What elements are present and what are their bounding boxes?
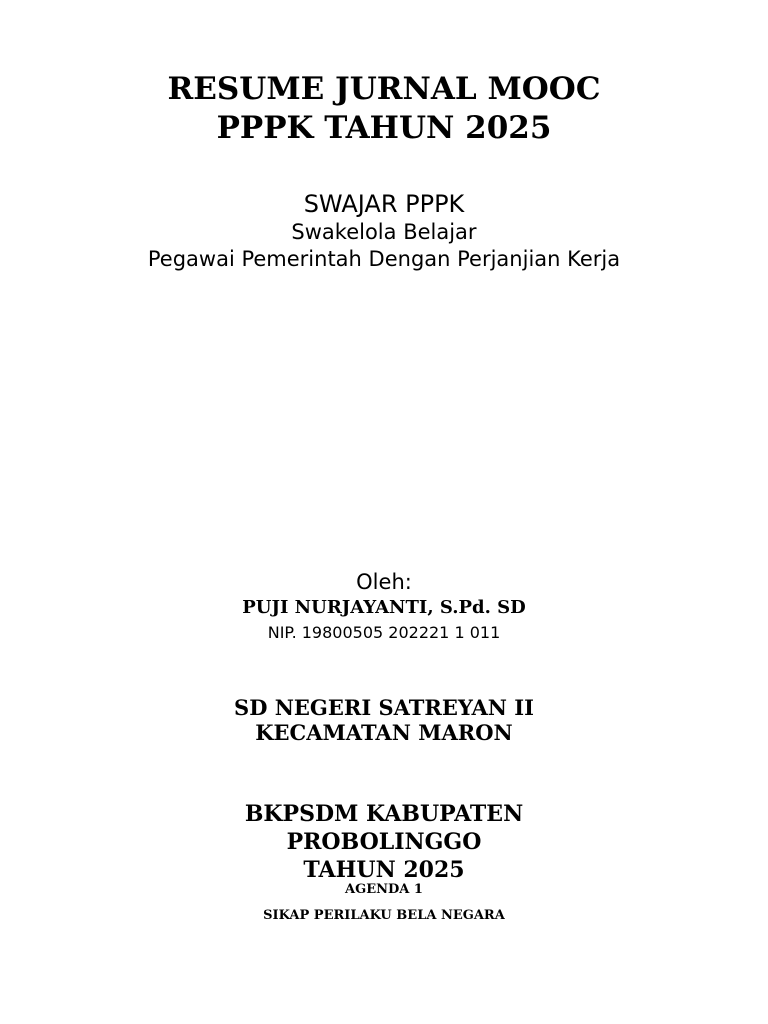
subtitle-line-2: Pegawai Pemerintah Dengan Perjanjian Kerja <box>147 247 621 271</box>
agency-line-1: BKPSDM KABUPATEN <box>244 801 524 827</box>
agenda-label: AGENDA 1 <box>345 882 423 897</box>
author-name: PUJI NURJAYANTI, S.Pd. SD <box>242 597 526 618</box>
agency-line-2: PROBOLINGGO <box>286 829 482 855</box>
document-title-line-2: PPPK TAHUN 2025 <box>216 110 552 146</box>
subtitle-main: SWAJAR PPPK <box>303 190 465 218</box>
author-nip: NIP. 19800505 202221 1 011 <box>267 623 501 642</box>
subtitle-line-1: Swakelola Belajar <box>291 220 477 244</box>
school-name-line-2: KECAMATAN MARON <box>255 720 513 745</box>
document-title-line-1: RESUME JURNAL MOOC <box>167 71 601 107</box>
school-name-line-1: SD NEGERI SATREYAN II <box>234 695 534 720</box>
by-label: Oleh: <box>356 570 412 594</box>
agency-line-3: TAHUN 2025 <box>303 857 465 883</box>
agenda-topic: SIKAP PERILAKU BELA NEGARA <box>263 908 505 923</box>
